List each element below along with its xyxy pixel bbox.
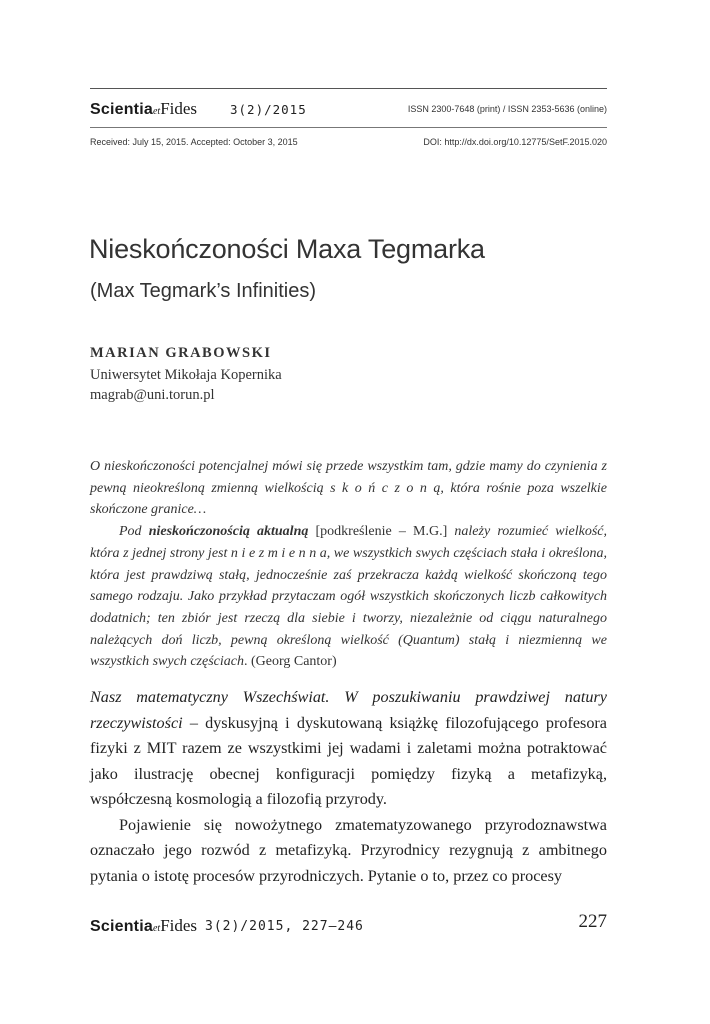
body-paragraph-1-text: – dyskusyjną i dyskutowaną książkę filozofującego profesora fizyki z MIT razem ze wszystkimi jej wadami i zaletami można potraktować jako ilustrację obecnej konfiguracji pomiędzy fizyką a metafizyką, współczesną kosmologią a filozofią przyrody. bbox=[90, 713, 607, 808]
footer-journal-name-main: Scientia bbox=[90, 918, 153, 935]
received-dates: Received: July 15, 2015. Accepted: October 3, 2015 bbox=[90, 137, 298, 147]
header-volume: 3(2)/2015 bbox=[230, 102, 307, 117]
motto-text-2d: należy rozumieć wielkość, która z jednej strony jest n i e z m i e n n a, we wszystkich swych częściach stała i określona, która jest prawdziwą stałą, jednocześnie zaś przekracza każdą wielkość skończoną tego samego rodzaju. Jako przykład przytaczam ogół wszystkich skończonych liczb całkowitych dodatnich; ten zbiór jest rzeczą dla siebie i tworzy, niezależnie od ciągu naturalnego należących doń liczb, pewną określoną wielkość (Quantum) stałą i niezmienną we wszystkich swych częściach bbox=[90, 524, 607, 670]
footer-volume-pages: 3(2)/2015, 227–246 bbox=[205, 919, 364, 934]
article-title: Nieskończoności Maxa Tegmarka bbox=[89, 234, 485, 264]
footer-journal-logo bbox=[90, 916, 197, 936]
journal-name-main: Scientia bbox=[90, 101, 153, 118]
motto-editor-note: [podkreślenie – M.G.] bbox=[308, 524, 455, 540]
author-affiliation: Uniwersytet Mikołaja Kopernika bbox=[90, 367, 282, 383]
author-name: MARIAN GRABOWSKI bbox=[90, 345, 272, 361]
journal-name-et: et bbox=[152, 106, 161, 117]
page-number: 227 bbox=[578, 911, 607, 932]
body-paragraph-2: Pojawienie się nowożytnego zmatematyzowanego przyrodoznawstwa oznaczało jego rozwód z metafizyką. Przyrodnicy rezygnują z ambitnego pytania o istotę procesów przyrodniczych. Pytanie o to, przez co procesy bbox=[90, 815, 607, 885]
motto-paragraph-1 bbox=[90, 456, 607, 521]
journal-logo bbox=[90, 99, 197, 119]
header-rule-middle bbox=[90, 127, 607, 128]
journal-name-end: Fides bbox=[160, 99, 198, 118]
footer-journal-name-et: et bbox=[152, 923, 161, 934]
header-rule-top bbox=[90, 88, 607, 89]
doi: DOI: http://dx.doi.org/10.12775/SetF.2015.020 bbox=[423, 137, 607, 147]
motto-text-2a: Pod bbox=[119, 524, 149, 540]
footer-journal-name-end: Fides bbox=[160, 916, 198, 935]
body-text bbox=[90, 685, 607, 889]
motto-block bbox=[90, 456, 607, 673]
motto-emphasis: nieskończonością aktualną bbox=[148, 524, 309, 540]
author-email: magrab@uni.torun.pl bbox=[90, 387, 215, 403]
motto-text-1: O nieskończoności potencjalnej mówi się przede wszystkim tam, gdzie mamy do czynienia z pewną nieokreśloną zmienną wielkością s k o ń c z o n ą, która rośnie poza wszelkie skończone granice… bbox=[90, 459, 607, 518]
book-title: Nasz matematyczny Wszechświat. W poszukiwaniu prawdziwej natury rzeczywistości bbox=[90, 688, 607, 732]
article-subtitle: (Max Tegmark’s Infinities) bbox=[90, 280, 316, 302]
body-paragraph-1 bbox=[90, 685, 607, 813]
motto-attribution: . (Georg Cantor) bbox=[243, 654, 337, 670]
issn: ISSN 2300-7648 (print) / ISSN 2353-5636 (online) bbox=[407, 104, 607, 114]
motto-paragraph-2 bbox=[90, 521, 607, 673]
